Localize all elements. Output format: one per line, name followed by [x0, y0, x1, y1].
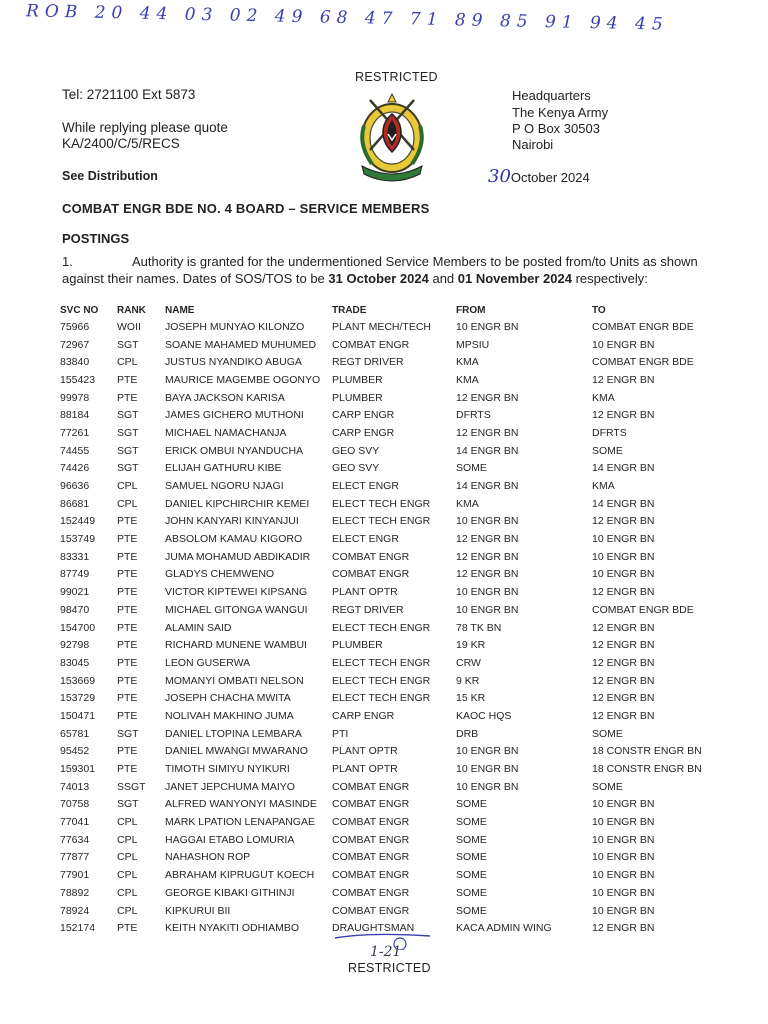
- table-row: [60, 442, 732, 460]
- rank-cell: CPL: [117, 886, 138, 899]
- trade-cell: GEO SVY: [332, 462, 380, 475]
- trade-cell: COMBAT ENGR: [332, 338, 410, 351]
- trade-cell: COMBAT ENGR: [332, 869, 410, 882]
- rank-cell: CPL: [117, 480, 138, 493]
- rank-cell: SGT: [117, 727, 139, 740]
- rank-cell: PTE: [117, 373, 138, 386]
- trade-cell: COMBAT ENGR: [332, 798, 410, 811]
- to-unit-cell: 14 ENGR BN: [592, 497, 655, 510]
- from-unit-cell: 78 TK BN: [456, 621, 502, 634]
- trade-cell: REGT DRIVER: [332, 356, 404, 369]
- svc-no-cell: 159301: [60, 763, 96, 776]
- svc-no-cell: 99021: [60, 586, 90, 599]
- trade-cell: REGT DRIVER: [332, 603, 404, 616]
- header-name: NAME: [165, 304, 195, 316]
- distribution-line: See Distribution: [62, 169, 158, 183]
- trade-cell: COMBAT ENGR: [332, 851, 410, 864]
- name-cell: SAMUEL NGORU NJAGI: [165, 480, 284, 493]
- trade-cell: ELECT ENGR: [332, 480, 399, 493]
- trade-cell: COMBAT ENGR: [332, 886, 410, 899]
- paragraph-number: 1.: [62, 254, 73, 269]
- handwritten-annotation: ROB 20 44 03 02 49 68 47 71 89 85 91 94 45: [25, 1, 669, 35]
- rank-cell: PTE: [117, 656, 138, 669]
- table-row: [60, 778, 732, 796]
- from-unit-cell: 10 ENGR BN: [456, 603, 519, 616]
- name-cell: GEORGE KIBAKI GITHINJI: [165, 886, 295, 899]
- table-row: [60, 672, 732, 690]
- table-row: [60, 583, 732, 601]
- from-unit-cell: 14 ENGR BN: [456, 444, 519, 457]
- from-unit-cell: CRW: [456, 656, 481, 669]
- svc-no-cell: 99978: [60, 391, 90, 404]
- to-unit-cell: KMA: [592, 480, 615, 493]
- to-unit-cell: 10 ENGR BN: [592, 533, 655, 546]
- svc-no-cell: 98470: [60, 603, 90, 616]
- svc-no-cell: 96636: [60, 480, 90, 493]
- from-unit-cell: KMA: [456, 497, 479, 510]
- to-unit-cell: 12 ENGR BN: [592, 409, 655, 422]
- table-row: [60, 636, 732, 654]
- table-row: [60, 460, 732, 478]
- name-cell: ABSOLOM KAMAU KIGORO: [165, 533, 303, 546]
- svc-no-cell: 154700: [60, 621, 96, 634]
- trade-cell: ELECT TECH ENGR: [332, 674, 431, 687]
- to-unit-cell: 12 ENGR BN: [592, 674, 655, 687]
- from-unit-cell: DRB: [456, 727, 479, 740]
- rank-cell: PTE: [117, 763, 138, 776]
- rank-cell: SGT: [117, 338, 139, 351]
- name-cell: DANIEL LTOPINA LEMBARA: [165, 727, 302, 740]
- reference-number: KA/2400/C/5/RECS: [62, 136, 180, 151]
- table-header-row: [60, 302, 732, 318]
- to-unit-cell: 12 ENGR BN: [592, 586, 655, 599]
- from-unit-cell: SOME: [456, 904, 487, 917]
- to-unit-cell: 10 ENGR BN: [592, 568, 655, 581]
- name-cell: ABRAHAM KIPRUGUT KOECH: [165, 869, 315, 882]
- rank-cell: CPL: [117, 833, 138, 846]
- from-unit-cell: KMA: [456, 356, 479, 369]
- from-unit-cell: 12 ENGR BN: [456, 550, 519, 563]
- to-unit-cell: COMBAT ENGR BDE: [592, 356, 694, 369]
- rank-cell: CPL: [117, 497, 138, 510]
- table-row: [60, 866, 732, 884]
- rank-cell: PTE: [117, 709, 138, 722]
- svc-no-cell: 155423: [60, 373, 96, 386]
- rank-cell: PTE: [117, 533, 138, 546]
- svc-no-cell: 65781: [60, 727, 90, 740]
- rank-cell: PTE: [117, 586, 138, 599]
- name-cell: KIPKURUI BII: [165, 904, 231, 917]
- table-row: [60, 495, 732, 513]
- table-row: [60, 548, 732, 566]
- svc-no-cell: 74426: [60, 462, 90, 475]
- name-cell: JOHN KANYARI KINYANJUI: [165, 515, 299, 528]
- name-cell: DANIEL MWANGI MWARANO: [165, 745, 308, 758]
- kenya-army-emblem-icon: [350, 90, 434, 182]
- name-cell: BAYA JACKSON KARISA: [165, 391, 285, 404]
- trade-cell: CARP ENGR: [332, 426, 395, 439]
- svc-no-cell: 75966: [60, 320, 90, 333]
- rank-cell: CPL: [117, 851, 138, 864]
- trade-cell: PLANT OPTR: [332, 586, 398, 599]
- address-line-3: P O Box 30503: [512, 121, 600, 136]
- rank-cell: CPL: [117, 904, 138, 917]
- name-cell: SOANE MAHAMED MUHUMED: [165, 338, 317, 351]
- name-cell: DANIEL KIPCHIRCHIR KEMEI: [165, 497, 310, 510]
- trade-cell: PLANT OPTR: [332, 763, 398, 776]
- table-row: [60, 619, 732, 637]
- rank-cell: SSGT: [117, 780, 146, 793]
- to-unit-cell: 12 ENGR BN: [592, 621, 655, 634]
- rank-cell: PTE: [117, 922, 138, 935]
- classification-bottom: RESTRICTED: [348, 961, 431, 975]
- svc-no-cell: 83331: [60, 550, 90, 563]
- from-unit-cell: 10 ENGR BN: [456, 763, 519, 776]
- section-heading: POSTINGS: [62, 231, 130, 246]
- from-unit-cell: 10 ENGR BN: [456, 586, 519, 599]
- to-unit-cell: COMBAT ENGR BDE: [592, 603, 694, 616]
- rank-cell: SGT: [117, 444, 139, 457]
- trade-cell: PLANT MECH/TECH: [332, 320, 431, 333]
- to-unit-cell: KMA: [592, 391, 615, 404]
- table-row: [60, 353, 732, 371]
- table-row: [60, 796, 732, 814]
- trade-cell: COMBAT ENGR: [332, 816, 410, 829]
- svc-no-cell: 78892: [60, 886, 90, 899]
- from-unit-cell: SOME: [456, 851, 487, 864]
- to-unit-cell: 18 CONSTR ENGR BN: [592, 745, 702, 758]
- from-unit-cell: 12 ENGR BN: [456, 533, 519, 546]
- svc-no-cell: 153729: [60, 692, 96, 705]
- name-cell: NOLIVAH MAKHINO JUMA: [165, 709, 294, 722]
- name-cell: MAURICE MAGEMBE OGONYO: [165, 373, 321, 386]
- to-unit-cell: 12 ENGR BN: [592, 515, 655, 528]
- rank-cell: PTE: [117, 745, 138, 758]
- to-unit-cell: 12 ENGR BN: [592, 656, 655, 669]
- from-unit-cell: 10 ENGR BN: [456, 780, 519, 793]
- name-cell: JAMES GICHERO MUTHONI: [165, 409, 304, 422]
- sos-date: 31 October 2024: [328, 271, 429, 286]
- name-cell: MARK LPATION LENAPANGAE: [165, 816, 315, 829]
- svc-no-cell: 77901: [60, 869, 90, 882]
- from-unit-cell: MPSIU: [456, 338, 490, 351]
- from-unit-cell: 15 KR: [456, 692, 486, 705]
- name-cell: LEON GUSERWA: [165, 656, 251, 669]
- trade-cell: ELECT ENGR: [332, 533, 399, 546]
- trade-cell: ELECT TECH ENGR: [332, 621, 431, 634]
- table-row: [60, 902, 732, 920]
- trade-cell: ELECT TECH ENGR: [332, 692, 431, 705]
- classification-top: RESTRICTED: [355, 70, 438, 84]
- table-row: [60, 654, 732, 672]
- name-cell: VICTOR KIPTEWEI KIPSANG: [165, 586, 308, 599]
- trade-cell: PLUMBER: [332, 391, 383, 404]
- table-row: [60, 831, 732, 849]
- svc-no-cell: 152449: [60, 515, 96, 528]
- table-row: [60, 336, 732, 354]
- name-cell: JANET JEPCHUMA MAIYO: [165, 780, 295, 793]
- from-unit-cell: SOME: [456, 462, 487, 475]
- svc-no-cell: 87749: [60, 568, 90, 581]
- to-unit-cell: SOME: [592, 780, 623, 793]
- svc-no-cell: 70758: [60, 798, 90, 811]
- svc-no-cell: 74013: [60, 780, 90, 793]
- to-unit-cell: 10 ENGR BN: [592, 550, 655, 563]
- from-unit-cell: 19 KR: [456, 639, 486, 652]
- table-row: [60, 689, 732, 707]
- svc-no-cell: 78924: [60, 904, 90, 917]
- rank-cell: PTE: [117, 515, 138, 528]
- name-cell: HAGGAI ETABO LOMURIA: [165, 833, 295, 846]
- from-unit-cell: 12 ENGR BN: [456, 426, 519, 439]
- from-unit-cell: 10 ENGR BN: [456, 745, 519, 758]
- svc-no-cell: 74455: [60, 444, 90, 457]
- svc-no-cell: 88184: [60, 409, 90, 422]
- rank-cell: SGT: [117, 426, 139, 439]
- paragraph-text-after: respectively:: [571, 271, 648, 286]
- table-row: [60, 849, 732, 867]
- paragraph-text-mid: and: [428, 271, 458, 286]
- svc-no-cell: 86681: [60, 497, 90, 510]
- to-unit-cell: 10 ENGR BN: [592, 886, 655, 899]
- to-unit-cell: 12 ENGR BN: [592, 639, 655, 652]
- authority-paragraph: [62, 253, 727, 287]
- name-cell: MICHAEL NAMACHANJA: [165, 426, 287, 439]
- name-cell: GLADYS CHEMWENO: [165, 568, 275, 581]
- trade-cell: DRAUGHTSMAN: [332, 922, 415, 935]
- to-unit-cell: 10 ENGR BN: [592, 904, 655, 917]
- rank-cell: SGT: [117, 798, 139, 811]
- table-row: [60, 513, 732, 531]
- name-cell: JOSEPH MUNYAO KILONZO: [165, 320, 305, 333]
- trade-cell: COMBAT ENGR: [332, 780, 410, 793]
- tos-date: 01 November 2024: [457, 271, 572, 286]
- table-row: [60, 601, 732, 619]
- rank-cell: PTE: [117, 391, 138, 404]
- trade-cell: PLUMBER: [332, 373, 383, 386]
- table-row: [60, 318, 732, 336]
- from-unit-cell: 12 ENGR BN: [456, 568, 519, 581]
- table-row: [60, 424, 732, 442]
- header-trade: TRADE: [332, 304, 367, 316]
- quote-instruction: While replying please quote: [62, 120, 228, 135]
- from-unit-cell: SOME: [456, 886, 487, 899]
- address-line-1: Headquarters: [512, 88, 591, 103]
- to-unit-cell: 10 ENGR BN: [592, 869, 655, 882]
- svc-no-cell: 153669: [60, 674, 96, 687]
- svc-no-cell: 72967: [60, 338, 90, 351]
- rank-cell: CPL: [117, 869, 138, 882]
- rank-cell: PTE: [117, 568, 138, 581]
- name-cell: NAHASHON ROP: [165, 851, 251, 864]
- address-line-2: The Kenya Army: [512, 105, 609, 120]
- table-row: [60, 725, 732, 743]
- table-row: [60, 371, 732, 389]
- trade-cell: ELECT TECH ENGR: [332, 515, 431, 528]
- address-line-4: Nairobi: [512, 137, 554, 152]
- postings-table: [60, 302, 732, 937]
- trade-cell: PLANT OPTR: [332, 745, 398, 758]
- rank-cell: PTE: [117, 692, 138, 705]
- document-title: COMBAT ENGR BDE NO. 4 BOARD – SERVICE MEMBERS: [62, 201, 430, 216]
- trade-cell: ELECT TECH ENGR: [332, 497, 431, 510]
- name-cell: TIMOTH SIMIYU NYIKURI: [165, 763, 290, 776]
- name-cell: KEITH NYAKITI ODHIAMBO: [165, 922, 299, 935]
- name-cell: JOSEPH CHACHA MWITA: [165, 692, 291, 705]
- letter-date: [488, 166, 590, 187]
- rank-cell: WOII: [117, 320, 141, 333]
- from-unit-cell: SOME: [456, 833, 487, 846]
- table-row: [60, 566, 732, 584]
- svc-no-cell: 83840: [60, 356, 90, 369]
- trade-cell: COMBAT ENGR: [332, 568, 410, 581]
- rank-cell: SGT: [117, 409, 139, 422]
- from-unit-cell: KMA: [456, 373, 479, 386]
- svc-no-cell: 77261: [60, 426, 90, 439]
- from-unit-cell: 10 ENGR BN: [456, 320, 519, 333]
- from-unit-cell: KAOC HQS: [456, 709, 512, 722]
- svc-no-cell: 77877: [60, 851, 90, 864]
- name-cell: RICHARD MUNENE WAMBUI: [165, 639, 307, 652]
- to-unit-cell: SOME: [592, 727, 623, 740]
- from-unit-cell: SOME: [456, 869, 487, 882]
- rank-cell: PTE: [117, 674, 138, 687]
- rank-cell: PTE: [117, 621, 138, 634]
- header-to: TO: [592, 304, 606, 316]
- from-unit-cell: DFRTS: [456, 409, 491, 422]
- name-cell: MOMANYI OMBATI NELSON: [165, 674, 304, 687]
- name-cell: JUMA MOHAMUD ABDIKADIR: [165, 550, 311, 563]
- name-cell: JUSTUS NYANDIKO ABUGA: [165, 356, 302, 369]
- table-row: [60, 389, 732, 407]
- from-unit-cell: SOME: [456, 798, 487, 811]
- name-cell: ALFRED WANYONYI MASINDE: [165, 798, 317, 811]
- trade-cell: ELECT TECH ENGR: [332, 656, 431, 669]
- from-unit-cell: 14 ENGR BN: [456, 480, 519, 493]
- to-unit-cell: 10 ENGR BN: [592, 798, 655, 811]
- to-unit-cell: 18 CONSTR ENGR BN: [592, 763, 702, 776]
- trade-cell: PTI: [332, 727, 349, 740]
- name-cell: ELIJAH GATHURU KIBE: [165, 462, 282, 475]
- rank-cell: CPL: [117, 816, 138, 829]
- to-unit-cell: COMBAT ENGR BDE: [592, 320, 694, 333]
- from-unit-cell: 12 ENGR BN: [456, 391, 519, 404]
- paragraph-text-before: Authority is granted for the undermentioned Service Members to be posted from/to Units as shown against their names. Dates of SOS/TOS to be: [62, 254, 698, 286]
- trade-cell: COMBAT ENGR: [332, 550, 410, 563]
- trade-cell: GEO SVY: [332, 444, 380, 457]
- table-row: [60, 477, 732, 495]
- trade-cell: PLUMBER: [332, 639, 383, 652]
- to-unit-cell: 12 ENGR BN: [592, 709, 655, 722]
- to-unit-cell: SOME: [592, 444, 623, 457]
- table-row: [60, 760, 732, 778]
- rank-cell: CPL: [117, 356, 138, 369]
- to-unit-cell: 12 ENGR BN: [592, 692, 655, 705]
- header-svc-no: SVC NO: [60, 304, 99, 316]
- svc-no-cell: 77041: [60, 816, 90, 829]
- svc-no-cell: 95452: [60, 745, 90, 758]
- to-unit-cell: 12 ENGR BN: [592, 373, 655, 386]
- table-row: [60, 530, 732, 548]
- to-unit-cell: 14 ENGR BN: [592, 462, 655, 475]
- rank-cell: SGT: [117, 462, 139, 475]
- to-unit-cell: 10 ENGR BN: [592, 851, 655, 864]
- rank-cell: PTE: [117, 550, 138, 563]
- to-unit-cell: 10 ENGR BN: [592, 816, 655, 829]
- trade-cell: CARP ENGR: [332, 409, 395, 422]
- trade-cell: COMBAT ENGR: [332, 904, 410, 917]
- rank-cell: PTE: [117, 639, 138, 652]
- postings-table-body: [60, 318, 732, 937]
- header-rank: RANK: [117, 304, 146, 316]
- page-number: 1-21: [370, 944, 402, 960]
- header-from: FROM: [456, 304, 486, 316]
- date-day-handwritten: 30: [488, 166, 511, 187]
- to-unit-cell: 10 ENGR BN: [592, 338, 655, 351]
- trade-cell: CARP ENGR: [332, 709, 395, 722]
- svc-no-cell: 77634: [60, 833, 90, 846]
- from-unit-cell: 10 ENGR BN: [456, 515, 519, 528]
- svc-no-cell: 152174: [60, 922, 96, 935]
- svc-no-cell: 153749: [60, 533, 96, 546]
- table-row: [60, 884, 732, 902]
- trade-cell: COMBAT ENGR: [332, 833, 410, 846]
- table-row: [60, 743, 732, 761]
- name-cell: ALAMIN SAID: [165, 621, 232, 634]
- to-unit-cell: DFRTS: [592, 426, 627, 439]
- table-row: [60, 707, 732, 725]
- telephone: Tel: 2721100 Ext 5873: [62, 87, 196, 102]
- svc-no-cell: 83045: [60, 656, 90, 669]
- to-unit-cell: 10 ENGR BN: [592, 833, 655, 846]
- table-row: [60, 406, 732, 424]
- from-unit-cell: KACA ADMIN WING: [456, 922, 552, 935]
- from-unit-cell: 9 KR: [456, 674, 480, 687]
- svc-no-cell: 92798: [60, 639, 90, 652]
- table-row: [60, 813, 732, 831]
- from-unit-cell: SOME: [456, 816, 487, 829]
- name-cell: ERICK OMBUI NYANDUCHA: [165, 444, 304, 457]
- svc-no-cell: 150471: [60, 709, 96, 722]
- to-unit-cell: 12 ENGR BN: [592, 922, 655, 935]
- name-cell: MICHAEL GITONGA WANGUI: [165, 603, 308, 616]
- date-month-year: October 2024: [510, 170, 590, 185]
- rank-cell: PTE: [117, 603, 138, 616]
